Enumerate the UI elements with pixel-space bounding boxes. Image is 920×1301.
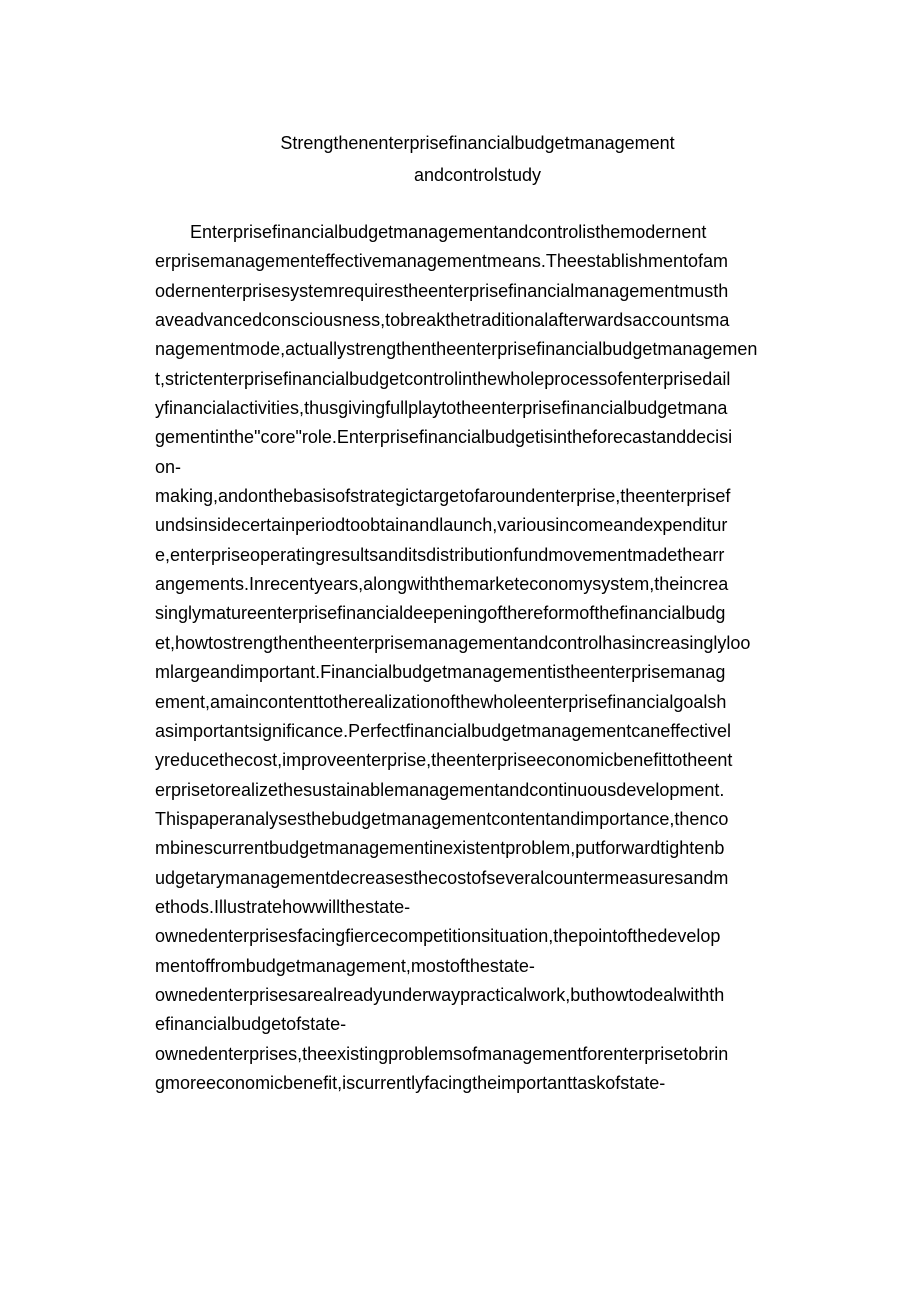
body-line: e,enterpriseoperatingresultsanditsdistributionfundmovementmadethearr — [155, 544, 725, 565]
body-line: mbinescurrentbudgetmanagementinexistentproblem,putforwardtightenb — [155, 838, 725, 859]
body-line: angements.Inrecentyears,alongwiththemarketeconomysystem,theincrea — [155, 574, 729, 595]
body-line: t,strictenterprisefinancialbudgetcontrolinthewholeprocessofenterprisedail — [155, 368, 731, 389]
body-line: gementinthe"core"role.Enterprisefinancialbudgetisintheforecastanddecisi — [155, 427, 733, 448]
body-line: odernenterprisesystemrequirestheenterprisefinancialmanagementmusth — [155, 280, 729, 301]
body-line: on- — [155, 456, 182, 477]
body-line: ement,amaincontenttotherealizationofthewholeenterprisefinancialgoalsh — [155, 691, 727, 712]
body-line: et,howtostrengthentheenterprisemanagementandcontrolhasincreasinglyloo — [155, 632, 751, 653]
body-line: ownedenterprises,theexistingproblemsofmanagementforenterprisetobrin — [155, 1043, 729, 1064]
body-line: asimportantsignificance.Perfectfinancialbudgetmanagementcaneffectivel — [155, 720, 732, 741]
body-paragraph — [155, 218, 815, 1098]
body-line: ownedenterprisesfacingfiercecompetitionsituation,thepointofthedevelop — [155, 926, 721, 947]
body-line: efinancialbudgetofstate- — [155, 1014, 347, 1035]
body-line: nagementmode,actuallystrengthentheenterprisefinancialbudgetmanagemen — [155, 339, 758, 360]
body-line: erprisemanagementeffectivemanagementmeans.Theestablishmentofam — [155, 251, 728, 272]
body-line: Thispaperanalysesthebudgetmanagementcontentandimportance,thenco — [155, 808, 729, 829]
body-line: udgetarymanagementdecreasesthecostofseveralcountermeasuresandm — [155, 867, 729, 888]
document-title — [155, 127, 800, 191]
title-line: andcontrolstudy — [413, 165, 542, 185]
body-line: ethods.Illustratehowwillthestate- — [155, 896, 411, 917]
title-line: Strengthenenterprisefinancialbudgetmanagement — [280, 133, 675, 153]
body-line: Enterprisefinancialbudgetmanagementandcontrolisthemodernent — [155, 222, 707, 242]
body-line: ownedenterprisesarealreadyunderwaypracticalwork,buthowtodealwithth — [155, 984, 725, 1005]
body-line: yfinancialactivities,thusgivingfullplaytotheenterprisefinancialbudgetmana — [155, 398, 728, 419]
body-line: yreducethecost,improveenterprise,theenterpriseeconomicbenefittotheent — [155, 750, 733, 771]
body-line: undsinsidecertainperiodtoobtainandlaunch,variousincomeandexpenditur — [155, 515, 728, 536]
body-line: erprisetorealizethesustainablemanagementandcontinuousdevelopment. — [155, 779, 725, 800]
body-line: gmoreeconomicbenefit,iscurrentlyfacingtheimportanttaskofstate- — [155, 1072, 666, 1093]
body-line: singlymatureenterprisefinancialdeepeningofthereformofthefinancialbudg — [155, 603, 726, 624]
body-line: making,andonthebasisofstrategictargetofaroundenterprise,theenterprisef — [155, 486, 731, 507]
body-line: mentoffrombudgetmanagement,mostofthestate- — [155, 955, 535, 976]
body-line: mlargeandimportant.Financialbudgetmanagementistheenterprisemanag — [155, 662, 726, 683]
body-line: aveadvancedconsciousness,tobreakthetraditionalafterwardsaccountsma — [155, 310, 730, 331]
